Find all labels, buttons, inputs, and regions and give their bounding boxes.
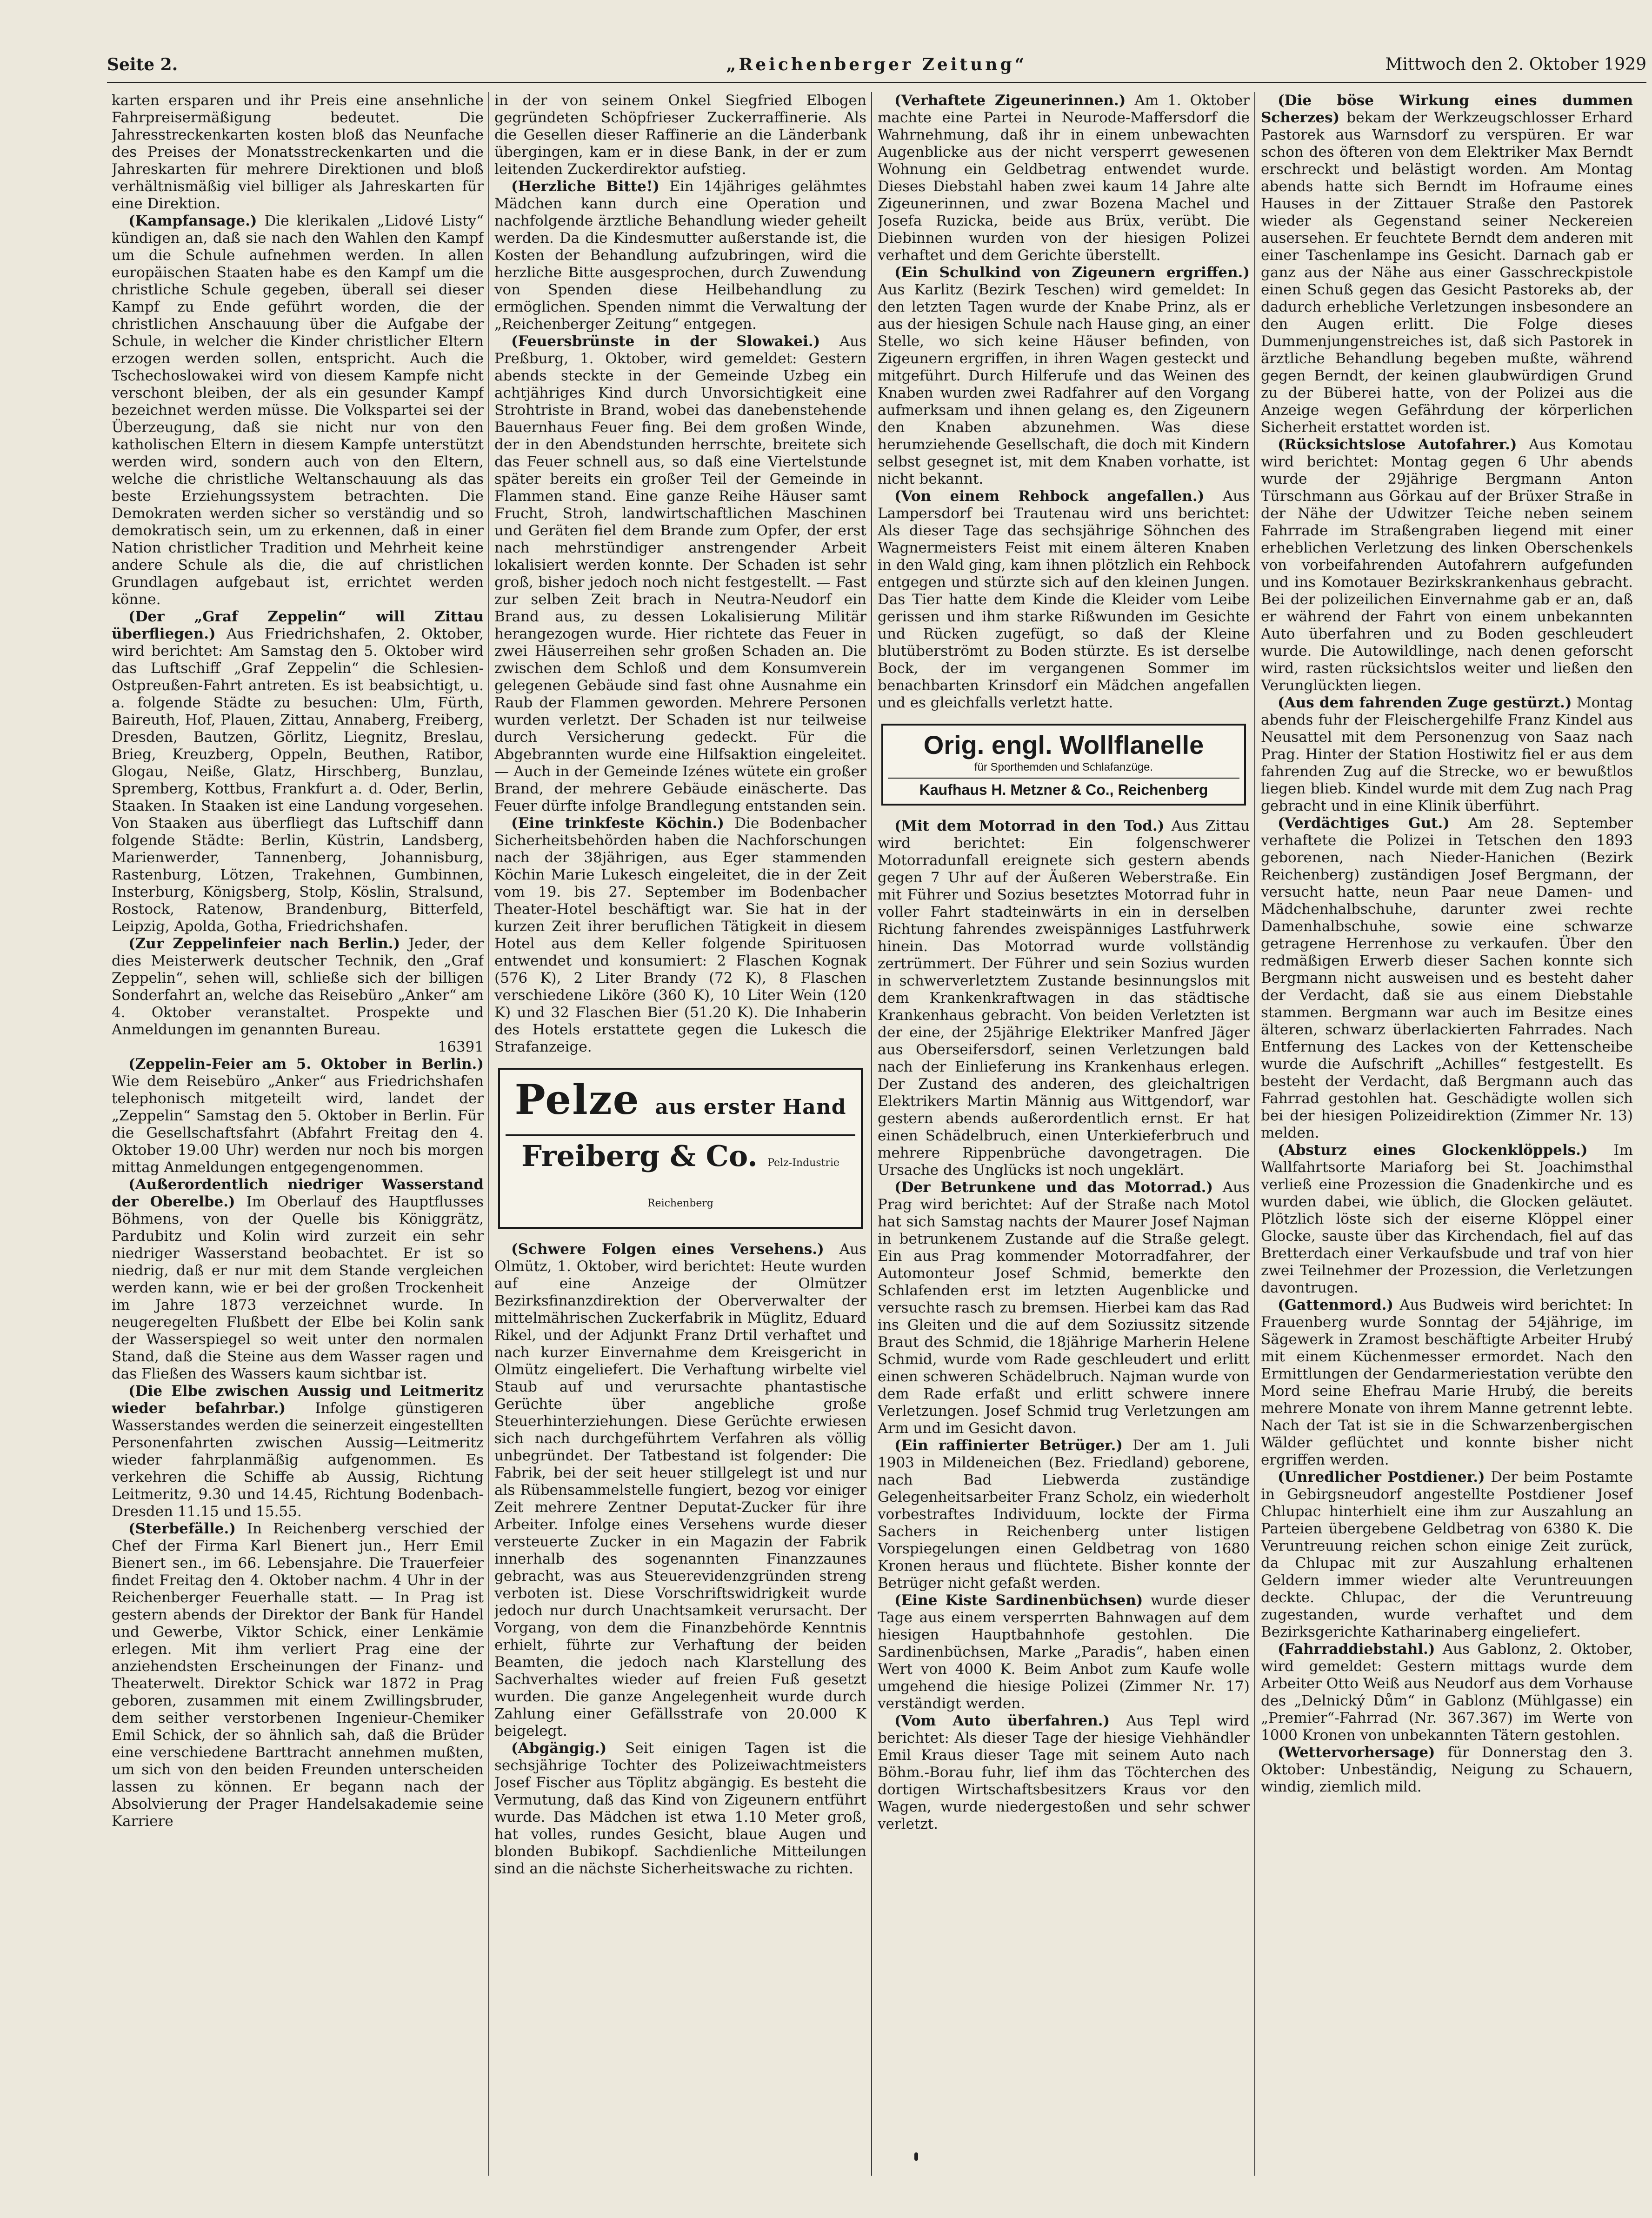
ad-number: 16391 [438, 1039, 484, 1055]
article-text: für Donnerstag den 3. Oktober: Unbeständig, Neigung zu Schauern, windig, ziemlich mild. [1261, 1744, 1633, 1795]
article [494, 1241, 866, 1740]
article [1261, 694, 1633, 815]
article-text: Aus Olmütz, 1. Oktober, wird berichtet: Heute wurden auf eine Anzeige der Olmützer Bezirksfinanzdirektion der Oberverwalter der mittelmährischen Zuckerfabrik in Müglitz, Eduard Rikel, und der Adjunkt Franz Drtil verhaftet und nach kurzer Einvernahme dem Kreisgericht in Olmütz eingeliefert. Die Verhaftung wirbelte viel Staub auf und verursachte phantastische Gerüchte über angebliche große Steuerhinterziehungen. Diese Gerüchte erwiesen sich nach durchgeführtem Verfahren als völlig unbegründet. Der Tatbestand ist folgender: Die Fabrik, bei der seit heuer stillgelegt ist und nur als Rübensammelstelle fungiert, bezog vor einiger Zeit mehrere Zentner Deputat-Zucker für ihre Arbeiter. Infolge eines Versehens wurde dieser versteuerte Zucker in ein Magazin der Fabrik innerhalb des sogenannten Finanzzaunes gebracht, was aus Steuerevidenzgründen streng verboten ist. Diese Vorschriftswidrigkeit wurde jedoch nur durch Unachtsamkeit verursacht. Der Vorgang, von dem die Finanzbehörde Kenntnis erhielt, führte zur Verhaftung der beiden Beamten, die jedoch nach Klarstellung des Sachverhaltes wieder auf freien Fuß gesetzt wurden. Die ganze Angelegenheit wurde durch Zahlung einer Gefällsstrafe von 20.000 K beigelegt. [494, 1241, 866, 1739]
article-text: in der von seinem Onkel Siegfried Elbogen gegründeten Schöpfrieser Zuckerraffinerie. Als die Gesellen dieser Raffinerie an die Länderbank übergingen, kam er in diese Bank, in der er zum leitenden Zuckerdirektor aufstieg. [494, 92, 866, 178]
article-text: Ein 14jähriges gelähmtes Mädchen kann durch eine Operation und nachfolgende ärztliche Behandlung wieder geheilt werden. Da die Kindesmutter außerstande ist, die Kosten der Behandlung aufzubringen, wird die herzliche Bitte ausgesprochen, durch Zuwendung von Spenden diese Heilbehandlung zu ermöglichen. Spenden nimmt die Verwaltung der „Reichenberger Zeitung“ entgegen. [494, 178, 866, 333]
newspaper-title: „Reichenberger Zeitung“ [726, 55, 1027, 74]
article [112, 213, 484, 608]
column-2 [494, 92, 866, 2176]
article [1261, 1297, 1633, 1469]
article-heading: (Schwere Folgen eines Versehens.) [511, 1241, 824, 1258]
article-text: Seit einigen Tagen ist die sechsjährige Tochter des Polizeiwachtmeisters Josef Fischer aus Töplitz abgängig. Es besteht die Vermutung, daß das Kind von Zigeunern entführt wurde. Das Mädchen ist etwa 1.10 Meter groß, hat volles, rundes Gesicht, blaue Augen und blonden Bubikopf. Sachdienliche Mitteilungen sind an die nächste Sicherheitswache zu richten. [494, 1740, 866, 1877]
article [1261, 1469, 1633, 1641]
column-4 [1261, 92, 1633, 2176]
article-text: Aus Lampersdorf bei Trautenau wird uns berichtet: Als dieser Tage das sechsjährige Söhnchen des Wagnermeisters Feist mit einem älteren Knaben in den Wald ging, kam ihnen plötzlich ein Rehbock entgegen und stürzte sich auf den kleinen Jungen. Das Tier hatte dem Kinde die Kleider vom Leibe gerissen und ihm starke Rißwunden im Gesichte und Rücken zugefügt, so daß der Kleine blutüberströmt zu Boden stürzte. Es ist derselbe Bock, der im vergangenen Sommer im benachbarten Krinsdorf ein Mädchen angefallen und es gleichfalls verletzt hatte. [878, 488, 1250, 711]
ad-company-sub: Pelz-Industrie Reichenberg [647, 1157, 840, 1209]
article-heading: (Verhaftete Zigeunerinnen.) [894, 92, 1126, 109]
article-text: Montag abends fuhr der Fleischergehilfe Franz Kindel aus Neusattel mit dem Personenzug von Saaz nach Prag. Hinter der Station Hostiwitz fiel er aus dem fahrenden Zug auf die Strecke, wo er bewußtlos liegen blieb. Kindel wurde mit dem Zug nach Prag gebracht und in eine Klinik überführt. [1261, 694, 1633, 814]
article [878, 1592, 1250, 1712]
page-number: Seite 2. [107, 55, 178, 74]
ad-company [506, 1134, 855, 1220]
article-text: Aus Gablonz, 2. Oktober, wird gemeldet: Gestern mittags wurde dem Arbeiter Otto Weiß aus Neudorf aus dem Vorhause des „Delnický Dům“ in Gablonz (Mühlgasse) ein „Premier“-Fahrrad (Nr. 367.367) im Werte von 1000 Kronen von unbekannten Tätern gestohlen. [1261, 1641, 1633, 1744]
article-heading: (Eine Kiste Sardinenbüchsen) [894, 1592, 1143, 1609]
ad-headline [506, 1076, 855, 1131]
article-text: Aus Budweis wird berichtet: In Frauenberg wurde Sonntag der 54jährige, im Sägewerk in Zramost beschäftigte Arbeiter Hrubý mit einem Küchenmesser ermordet. Nach den Ermittlungen der Gendarmeriestation verübte den Mord seine Ehefrau Marie Hrubý, die bereits mehrere Monate von ihrem Manne getrennt lebte. Nach der Tat ist sie in die Schwarzenbergischen Wälder geflüchtet und konnte bisher nicht ergriffen werden. [1261, 1297, 1633, 1468]
article-heading: (Aus dem fahrenden Zuge gestürzt.) [1278, 694, 1572, 711]
article [1261, 436, 1633, 694]
article-text: Am 28. September verhaftete die Polizei in Tetschen den 1893 geborenen, nach Nieder-Hanichen (Bezirk Reichenberg) zuständigen Josef Bergmann, der versucht hatte, neun Paar neue Damen- und Mädchenhalbschuhe, darunter zwei rechte Damenhalbschuhe, sowie eine schwarze getragene Herrenhose zu verkaufen. Über den redmäßigen Erwerb dieser Sachen konnte sich Bergmann nicht ausweisen und es besteht daher der Verdacht, daß sie aus einem Diebstahle stammen. Bergmann war auch im Besitze eines älteren, schwarz überlackierten Fahrrades. Nach Entfernung des Lackes von der Kettenscheibe wurde die Aufschrift „Achilles“ festgestellt. Es besteht der Verdacht, daß Bergmann auch das Fahrrad gestohlen hat. Geschädigte wollen sich bei der hiesigen Polizeidirektion (Zimmer Nr. 13) melden. [1261, 815, 1633, 1141]
article [1261, 92, 1633, 436]
article-heading: (Fahrraddiebstahl.) [1278, 1641, 1435, 1658]
article-text: wurde dieser Tage aus einem versperrten Bahnwagen auf dem hiesigen Hauptbahnhofe gestohlen. Die Sardinenbüchsen, Marke „Paradis“, haben einen Wert von 4000 K. Beim Anbot zum Kaufe wolle umgehend die hiesige Polizei (Zimmer Nr. 17) verständigt werden. [878, 1592, 1250, 1712]
article-heading: (Vom Auto überfahren.) [894, 1712, 1110, 1729]
ad-headline: Orig. engl. Wollflanelle [923, 730, 1204, 759]
article-text: Aus Preßburg, 1. Oktober, wird gemeldet: Gestern abends steckte in der Gemeinde Uzbeg ein achtjähriges Kind durch Unvorsichtigkeit eine Strohtriste in Brand, wobei das danebenstehende Bauernhaus Feuer fing. Bei dem großen Winde, der in den Abendstunden herrschte, breitete sich das Feuer schnell aus, so daß eine Viertelstunde später bereits ein großer Teil der Gemeinde in Flammen stand. Eine ganze Reihe Häuser samt Frucht, Stroh, landwirtschaftlichen Maschinen und Geräten fiel dem Brande zum Opfer, der erst nach mehrstündiger anstrengender Arbeit lokalisiert werden konnte. Der Schaden ist sehr groß, bisher jedoch noch nicht festgestellt. — Fast zur selben Zeit brach in Neutra-Neudorf ein Brand aus, zu dessen Lokalisierung Militär herangezogen wurde. Hier richtete das Feuer in zwei Häuserreihen sehr großen Schaden an. Die zwischen dem Schloß und dem Konsumverein gelegenen Gebäude sind fast ohne Ausnahme ein Raub der Flammen geworden. Mehrere Personen wurden verletzt. Der Schaden ist nur teilweise durch Versicherung gedeckt. Für die Abgebrannten wurde eine Hilfsaktion eingeleitet. — Auch in der Gemeinde Izénes wütete ein großer Brand, der mehrere Gebäude einäscherte. Das Feuer dürfte infolge Brandlegung entstanden sein. [494, 333, 866, 814]
article-heading: (Die böse Wirkung eines dummen Scherzes) [1261, 92, 1633, 126]
article [112, 1176, 484, 1383]
ad-headline-sub: aus erster Hand [655, 1095, 846, 1119]
issue-date: Mittwoch den 2. Oktober 1929 [1385, 55, 1646, 74]
article-text: Aus Zittau wird berichtet: Ein folgenschwerer Motorradunfall ereignete sich gestern abends gegen 7 Uhr auf der Äußeren Weberstraße. Ein mit Führer und Sozius besetztes Motorrad fuhr in voller Fahrt stadteinwärts in ein in derselben Richtung fahrendes zweispänniges Lastfuhrwerk hinein. Das Motorrad wurde vollständig zertrümmert. Der Führer und sein Sozius wurden in schwerverletztem Zustande besinnungslos mit dem Krankenkraftwagen in das städtische Krankenhaus gebracht. Von beiden Verletzten ist der eine, der 25jährige Elektriker Manfred Jäger aus Oberseifersdorf, seinen Verletzungen bald nach der Einlieferung ins Krankenhaus erlegen. Der Zustand des anderen, des gleichaltrigen Elektrikers Martin Männig aus Wittgendorf, war gestern abends außerordentlich ernst. Er hat einen Schädelbruch, einen Unterkieferbruch und mehrere Rippenbrüche davongetragen. Die Ursache des Unglücks ist noch ungeklärt. [878, 818, 1250, 1179]
article-text: Der am 1. Juli 1903 in Mildeneichen (Bez. Friedland) geborene, nach Bad Liebwerda zuständige Gelegenheitsarbeiter Franz Scholz, ein wiederholt vorbestraftes Individuum, lockte der Firma Sachers in Reichenberg unter listigen Vorspiegelungen einen Geldbetrag von 1680 Kronen heraus und flüchtete. Bisher konnte der Betrüger nicht gefaßt werden. [878, 1437, 1250, 1592]
article-text: Infolge günstigeren Wasserstandes werden die seinerzeit eingestellten Personenfahrten zwischen Aussig—Leitmeritz wieder fahrplanmäßig aufgenommen. Es verkehren die Schiffe ab Aussig, Richtung Leitmeritz, 9.30 und 14.45, Richtung Bodenbach-Dresden 11.15 und 15.55. [112, 1400, 484, 1520]
article-heading: (Gattenmord.) [1278, 1297, 1394, 1313]
column-divider [871, 92, 872, 2176]
article [878, 264, 1250, 488]
ad-company-name: Freiberg & Co. [521, 1139, 758, 1173]
article-text: Aus Tepl wird berichtet: Als dieser Tage der hiesige Viehhändler Emil Kraus dieser Tage mit seinem Auto nach Böhm.-Borau fuhr, lief ihm das Töchterchen des dortigen Wirtschaftsbesitzers Kraus vor den Wagen, wurde niedergestoßen und sehr schwer verletzt. [878, 1712, 1250, 1832]
article-heading: (Eine trinkfeste Köchin.) [511, 815, 724, 832]
article [1261, 1744, 1633, 1796]
article [1261, 1641, 1633, 1744]
ad-headline-main: Pelze [514, 1075, 640, 1124]
article [878, 818, 1250, 1179]
article-text: Die Bodenbacher Sicherheitsbehörden haben die Nachforschungen nach der 38jährigen, aus Eger stammenden Köchin Marie Lukesch eingeleitet, die in der Zeit vom 19. bis 27. September im Bodenbacher Theater-Hotel beschäftigt war. Sie hat in der kurzen Zeit ihrer beruflichen Tätigkeit in diesem Hotel aus dem Keller folgende Spirituosen entwendet und konsumiert: 2 Flaschen Kognak (576 K), 2 Liter Brandy (72 K), 8 Flaschen verschiedene Liköre (360 K), 10 Liter Wein (120 K) und 32 Flaschen Bier (51.20 K). Die Inhaberin des Hotels erstattete gegen die Lukesch die Strafanzeige. [494, 815, 866, 1055]
print-mark [914, 2152, 918, 2161]
article [1261, 815, 1633, 1142]
article [112, 1520, 484, 1830]
article-heading: (Der „Graf Zeppelin“ will Zittau überfliegen.) [112, 608, 484, 642]
article-text: Aus Karlitz (Bezirk Teschen) wird gemeldet: In den letzten Tagen wurde der Knabe Prinz, als er aus der hiesigen Schule nach Hause ging, an einer Stelle, wo sich keine Häuser befinden, von Zigeunern ergriffen, in ihren Wagen gesteckt und mitgeführt. Durch Hilferufe und das Weinen des Knaben wurden zwei Radfahrer auf den Vorgang aufmerksam und ihnen gelang es, den Zigeunern den Knaben abzunehmen. Was diese herumziehende Gesellschaft, die doch mit Kindern selbst gesegnet ist, mit dem Knaben vorhatte, ist nicht bekannt. [878, 281, 1250, 487]
article-text: karten ersparen und ihr Preis eine ansehnliche Fahrpreisermäßigung bedeutet. Die Jahresstreckenkarten kosten bloß das Neunfache des Preises der Monatsstreckenkarten und die Jahreskarten für mehrere Direktionen und bloß verhältnismäßig viel billiger als Jahreskarten für eine Direktion. [112, 92, 484, 212]
article [1261, 1142, 1633, 1297]
article-heading: (Zur Zeppelinfeier nach Berlin.) [128, 935, 400, 952]
article-text: Im Oberlauf des Hauptflusses Böhmens, von der Quelle bis Königgrätz, Pardubitz und Kolin wird zurzeit ein sehr niedriger Wasserstand beobachtet. Er ist so niedrig, daß er nur mit dem Stande vergleichen werden kann, wie er bei der großen Trockenheit im Jahre 1873 verzeichnet wurde. In neugeregelten Flußbett der Elbe bei Kolin sank der Wasserspiegel so weit unter den normalen Stand, daß die Steine aus dem Wasser ragen und das Fließen des Wassers kaum sichtbar ist. [112, 1193, 484, 1382]
column-1 [112, 92, 484, 2176]
article-text: Am 1. Oktober machte eine Partei in Neurode-Maffersdorf die Wahrnehmung, daß ihr in einem unbewachten Augenblicke aus der nicht versperrt gewesenen Wohnung ein Geldbetrag entwendet wurde. Dieses Diebstahl haben zwei kaum 14 Jahre alte Zigeunerinnen, und zwar Bozena Machel und Josefa Ruzicka, beide aus Brüx, verübt. Die Diebinnen wurden von der hiesigen Polizei verhaftet und dem Gerichte überstellt. [878, 92, 1250, 264]
article-heading: (Unredlicher Postdiener.) [1278, 1469, 1485, 1485]
article-heading: (Rücksichtslose Autofahrer.) [1278, 436, 1517, 453]
article [494, 178, 866, 333]
article-heading: (Sterbefälle.) [128, 1520, 236, 1537]
article-heading: (Von einem Rehbock angefallen.) [894, 488, 1205, 505]
article-text: bekam der Werkzeugschlosser Erhard Pastorek aus Warnsdorf zu verspüren. Er war schon des öfteren von dem Elektriker Max Berndt erschreckt und belästigt worden. Am Montag abends hatte sich Berndt im Hofraume eines Hauses in der Zittauer Straße den Pastorek wieder als Gegenstand seiner Neckereien ausersehen. Er feuchtete Berndt dem anderen mit einer Taschenlampe ins Gesicht. Darnach gab er ganz aus der Nähe aus einer Gasschreckpistole einen Schuß gegen das Gesicht Pastoreks ab, der dadurch erhebliche Verletzungen insbesondere an den Augen erlitt. Die Folge dieses Dummenjungenstreiches ist, daß sich Pastorek in ärztliche Behandlung begeben mußte, während gegen Berndt, der keinen glaubwürdigen Grund zu der Büberei hatte, von der Polizei aus die Anzeige wegen Gefährdung der körperlichen Sicherheit erstattet worden ist. [1261, 109, 1633, 436]
article [878, 1437, 1250, 1592]
article-text: Aus Komotau wird berichtet: Montag gegen 6 Uhr abends wurde der 29jährige Bergmann Anton Türschmann aus Görkau auf der Brüxer Straße in der Nähe der Udwitzer Teiche neben seinem Fahrrade im Straßengraben liegend mit einer erheblichen Verletzung des linken Oberschenkels von vorbeifahrenden Autofahrern aufgefunden und ins Komotauer Bezirkskrankenhaus gebracht. Bei der polizeilichen Einvernahme gab er an, daß er während der Fahrt von einem unbekannten Auto überfahren und zu Boden geschleudert wurde. Die Autowildlinge, nach denen geforscht wird, rasten rücksichtslos weiter und ließen den Verunglückten liegen. [1261, 436, 1633, 694]
article [112, 935, 484, 1056]
article-heading: (Verdächtiges Gut.) [1278, 815, 1450, 832]
article-text: Der beim Postamte in Gebirgsneudorf angestellte Postdiener Josef Chlupac hinterhielt eine ihm zur Auszahlung an Parteien übergebene Geldbetrag von 6380 K. Die Veruntreuung reichen schon einige Zeit zurück, da Chlupac mit zur Auszahlung erhaltenen Geldern immer wieder alte Veruntreuungen deckte. Chlupac, der die Veruntreuung zugestanden, wurde verhaftet und dem Bezirksgerichte Katharinaberg eingeliefert. [1261, 1469, 1633, 1640]
column-3 [878, 92, 1250, 2176]
article [494, 333, 866, 815]
article-heading: (Mit dem Motorrad in den Tod.) [894, 818, 1165, 834]
advertisement-furs [498, 1068, 863, 1229]
article-heading: (Abgängig.) [511, 1740, 607, 1757]
article [878, 92, 1250, 264]
article-text: Wie dem Reisebüro „Anker“ aus Friedrichshafen telephonisch mitgeteilt wird, landet der „Zeppelin“ Samstag den 5. Oktober in Berlin. Für die Gesellschaftsfahrt (Abfahrt Freitag den 4. Oktober 19.00 Uhr) werden nur noch bis morgen mittag Anmeldungen entgegengenommen. [112, 1073, 484, 1176]
ad-company: Kaufhaus H. Metzner & Co., Reichenberg [888, 778, 1239, 799]
header-rule [107, 82, 1646, 83]
article-text: Aus Friedrichshafen, 2. Oktober, wird berichtet: Am Samstag den 5. Oktober wird das Luftschiff „Graf Zeppelin“ die Schlesien-Ostpreußen-Fahrt antreten. Es ist beabsichtigt, u. a. folgende Städte zu besuchen: Ulm, Fürth, Baireuth, Hof, Plauen, Zittau, Annaberg, Freiberg, Dresden, Bautzen, Görlitz, Liegnitz, Breslau, Brieg, Kreuzberg, Oppeln, Beuthen, Ratibor, Glogau, Neiße, Glatz, Hirschberg, Bunzlau, Spremberg, Kottbus, Frankfurt a. d. Oder, Berlin, Staaken. In Staaken ist eine Landung vorgesehen. Von Staaken aus überfliegt das Luftschiff dann folgende Städte: Berlin, Küstrin, Landsberg, Marienwerder, Tannenberg, Johannisburg, Rastenburg, Lötzen, Trakehnen, Gumbinnen, Insterburg, Königsberg, Stolp, Köslin, Stralsund, Rostock, Ratenow, Brandenburg, Bitterfeld, Leipzig, Apolda, Gotha, Friedrichshafen. [112, 626, 484, 935]
article-heading: (Absturz eines Glockenklöppels.) [1278, 1142, 1588, 1159]
article-heading: (Kampfansage.) [128, 213, 257, 229]
article [494, 815, 866, 1056]
article [878, 1712, 1250, 1833]
column-divider [1254, 92, 1255, 2176]
article-heading: (Wettervorhersage) [1278, 1744, 1435, 1761]
article-heading: (Zeppelin-Feier am 5. Oktober in Berlin.) [128, 1056, 484, 1072]
article-heading: (Ein raffinierter Betrüger.) [894, 1437, 1123, 1454]
article-heading: (Herzliche Bitte!) [511, 178, 660, 195]
article-text: In Reichenberg verschied der Chef der Firma Karl Bienert jun., Herr Emil Bienert sen., im 66. Lebensjahre. Die Trauerfeier findet Freitag den 4. Oktober nachm. 4 Uhr in der Reichenberger Feuerhalle statt. — In Prag ist gestern abends der Direktor der Bank für Handel und Gewerbe, Viktor Schick, einer Lenkämie erlegen. Mit ihm verliert Prag eine der anziehendsten Erscheinungen der Finanz- und Theaterwelt. Direktor Schick war 1872 in Prag geboren, zusammen mit einem Zwillingsbruder, dem seither verstorbenen Ingenieur-Chemiker Emil Schick, der so ähnlich sah, daß die Brüder eine verschiedene Barttracht annehmen mußten, um sich von den beiden Freunden unterscheiden lassen zu können. Er begann nach der Absolvierung der Prager Handelsakademie seine Karriere [112, 1520, 484, 1830]
article [494, 1740, 866, 1878]
article-text: Die klerikalen „Lidové Listy“ kündigen an, daß sie nach den Wahlen den Kampf um die Schule aufnehmen werden. In allen europäischen Staaten habe es den Kampf um die christliche Schule gegeben, überall sei dieser Kampf zu Ende geführt worden, die der christlichen Anschauung über die Aufgabe der Schule, in welcher die Kinder christlicher Eltern erzogen werden sollen, entspricht. Auch die Tschechoslowakei wird von diesem Kampfe nicht verschont bleiben, der als ein gesunder Kampf bezeichnet werden müsse. Die Volkspartei sei der Überzeugung, daß sie nicht nur von den katholischen Eltern in diesem Kampfe unterstützt werden wird, sondern auch von den Eltern, welche die christliche Weltanschauung als das beste Erziehungssystem betrachten. Die Demokraten werden sicher so verständig und so demokratisch sein, um zu erkennen, daß in einer Nation christlicher Tradition und Mehrheit keine andere Schule als die, die auf christlichen Grundlagen aufgebaut ist, errichtet werden könne. [112, 213, 484, 608]
article-heading: (Außerordentlich niedriger Wasserstand der Oberelbe.) [112, 1176, 484, 1210]
article [112, 1056, 484, 1176]
article-heading: (Ein Schulkind von Zigeunern ergriffen.) [894, 264, 1250, 281]
article [878, 1179, 1250, 1437]
article-text: Im Wallfahrtsorte Mariaforg bei St. Joachimsthal verließ eine Prozession die Gnadenkirche und es wurden dabei, wie üblich, die Glocken geläutet. Plötzlich löste sich der eiserne Klöppel einer Glocke, sauste über das Kirchendach, fiel auf das Bretterdach einer Verkaufsbude und traf von hier zwei Teilnehmer der Prozession, die Verletzungen davontrugen. [1261, 1142, 1633, 1296]
article-text: Jeder, der dies Meisterwerk deutscher Technik, den „Graf Zeppelin“, sehen will, schließe sich der billigen Sonderfahrt an, welche das Reisebüro „Anker“ am 4. Oktober veranstaltet. Prospekte und Anmeldungen im genannten Bureau. [112, 935, 484, 1038]
advertisement-flannel [881, 724, 1246, 806]
article [112, 1383, 484, 1520]
article-heading: (Die Elbe zwischen Aussig und Leitmeritz wieder befahrbar.) [112, 1383, 484, 1417]
article [112, 608, 484, 935]
article-heading: (Feuersbrünste in der Slowakei.) [511, 333, 820, 350]
article-heading: (Der Betrunkene und das Motorrad.) [894, 1179, 1213, 1196]
article-text: Aus Prag wird berichtet: Auf der Straße nach Motol hat sich Samstag nachts der Maurer Josef Najman in betrunkenem Zustande auf die Straße gelegt. Ein aus Prag kommender Motorradfahrer, der Automonteur Josef Schmid, bemerkte den Schlafenden erst im letzten Augenblicke und versuchte rasch zu bremsen. Hierbei kam das Rad ins Gleiten und die auf dem Soziussitz sitzende Braut des Schmid, die 18jährige Marherin Helene Schmid, wurde vom Rade geschleudert und erlitt einen schweren Schädelbruch. Najman wurde von dem Rade erfaßt und erlitt schwere innere Verletzungen. Josef Schmid trug Verletzungen am Arm und im Gesicht davon. [878, 1179, 1250, 1437]
column-divider [488, 92, 489, 2176]
article [878, 488, 1250, 712]
ad-subline: für Sporthemden und Schlafanzüge. [974, 761, 1153, 773]
page-header [107, 50, 1646, 79]
